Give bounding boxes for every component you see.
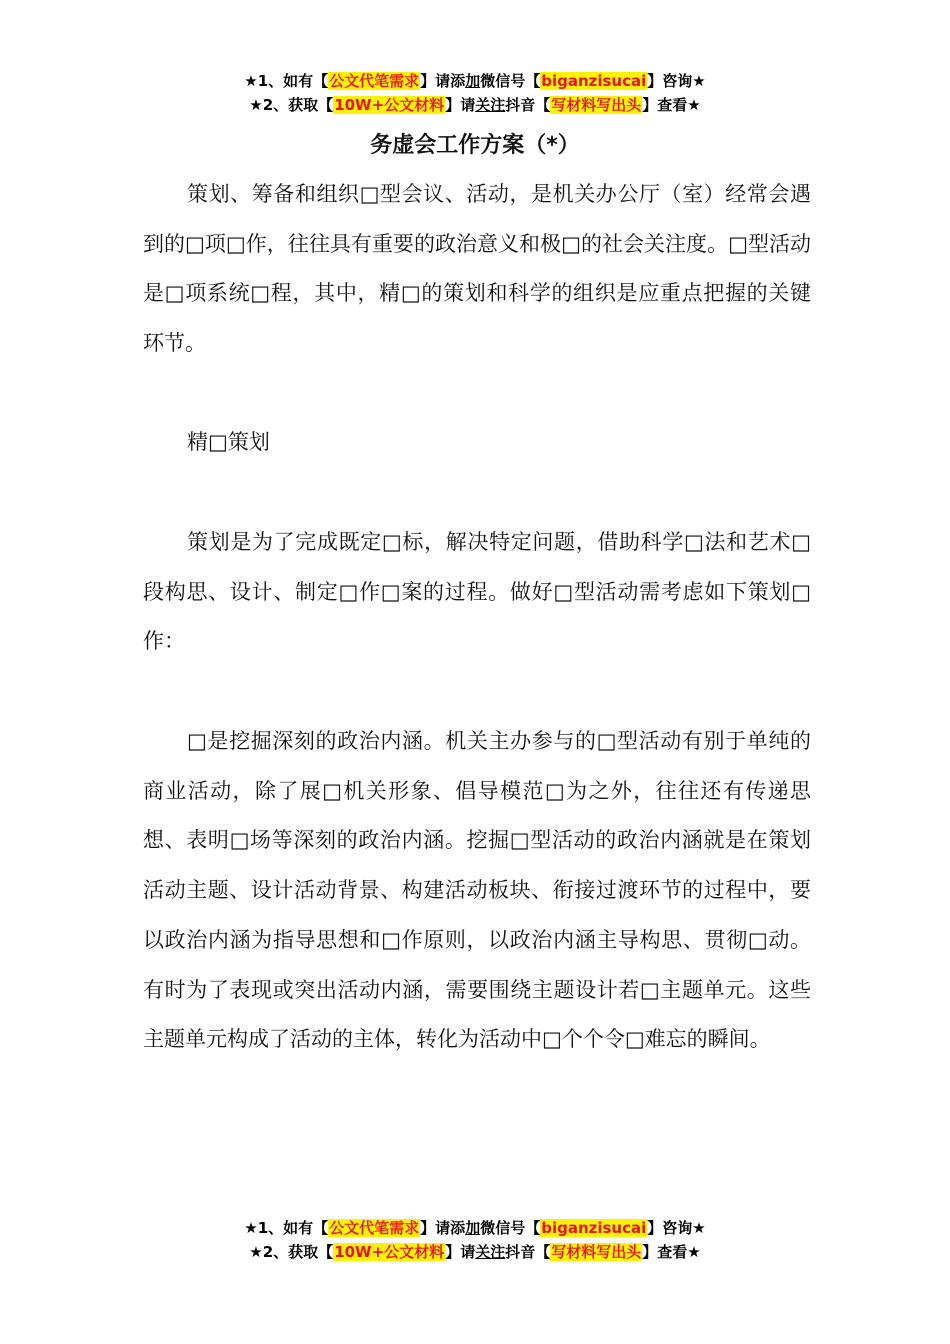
promo-line-2 [0, 93, 950, 117]
promo-text: 抖音【 [505, 96, 551, 114]
paragraph-planning: 策划是为了完成既定□标，解决特定问题，借助科学□法和艺术□段构思、设计、制定□作□案的过程。做好□型活动需考虑如下策划□作： [143, 530, 811, 654]
section-heading: 精□策划 [187, 430, 270, 454]
promo-text: 微信号【 [480, 72, 541, 90]
promo-douyin-id: 写材料写出头 [551, 96, 642, 114]
promo-highlight: 10W+公文材料 [334, 1243, 445, 1261]
promo-highlight: 公文代笔需求 [329, 1219, 420, 1237]
paragraph-intro: 策划、筹备和组织□型会议、活动，是机关办公厅（室）经常会遇到的□项□作，往往具有重要的政治意义和极□的社会关注度。□型活动是□项系统□程，其中，精□的策划和科学的组织是应重点把握的关键环节。 [143, 182, 811, 356]
promo-text: 】请 [445, 1243, 476, 1261]
promo-text: ★1、如有【 [244, 1219, 329, 1237]
promo-text: 微信号【 [480, 1219, 541, 1237]
paragraph-political-connotation: □是挖掘深刻的政治内涵。机关主办参与的□型活动有别于单纯的商业活动，除了展□机关形象、倡导模范□为之外，往往还有传递思想、表明□场等深刻的政治内涵。挖掘□型活动的政治内涵就是在策划活动主题、设计活动背景、构建活动板块、衔接过渡环节的过程中，要以政治内涵为指导思想和□作原则，以政治内涵主导构思、贯彻□动。有时为了表现或突出活动内涵，需要围绕主题设计若□主题单元。这些主题单元构成了活动的主体，转化为活动中□个个令□难忘的瞬间。 [143, 729, 811, 1052]
promo-text: 】请添 [420, 1219, 466, 1237]
promo-text: 】查看★ [642, 1243, 701, 1261]
promo-line-1 [0, 69, 950, 93]
promo-douyin-id: 写材料写出头 [551, 1243, 642, 1261]
promo-text: ★2、获取【 [249, 96, 334, 114]
promo-underlined-text: 加 [465, 72, 481, 90]
promo-underlined-text: 加 [465, 1219, 481, 1237]
promo-text: 】查看★ [642, 96, 701, 114]
promo-text: 抖音【 [505, 1243, 551, 1261]
promo-underlined-text: 关注 [475, 96, 506, 114]
header-promo-banner [0, 69, 950, 117]
promo-text: ★2、获取【 [249, 1243, 334, 1261]
promo-text: 】请添 [420, 72, 466, 90]
footer-promo-banner [0, 1216, 950, 1264]
document-title: 务虚会工作方案（*） [370, 133, 580, 158]
promo-text: ★1、如有【 [244, 72, 329, 90]
promo-highlight: 公文代笔需求 [329, 72, 420, 90]
promo-wechat-id: biganzisucai [541, 72, 647, 90]
promo-text: 】咨询★ [647, 72, 706, 90]
promo-wechat-id: biganzisucai [541, 1219, 647, 1237]
promo-text: 】咨询★ [647, 1219, 706, 1237]
promo-text: 】请 [445, 96, 476, 114]
promo-line-2 [0, 1240, 950, 1264]
promo-line-1 [0, 1216, 950, 1240]
promo-highlight: 10W+公文材料 [334, 96, 445, 114]
promo-underlined-text: 关注 [475, 1243, 506, 1261]
